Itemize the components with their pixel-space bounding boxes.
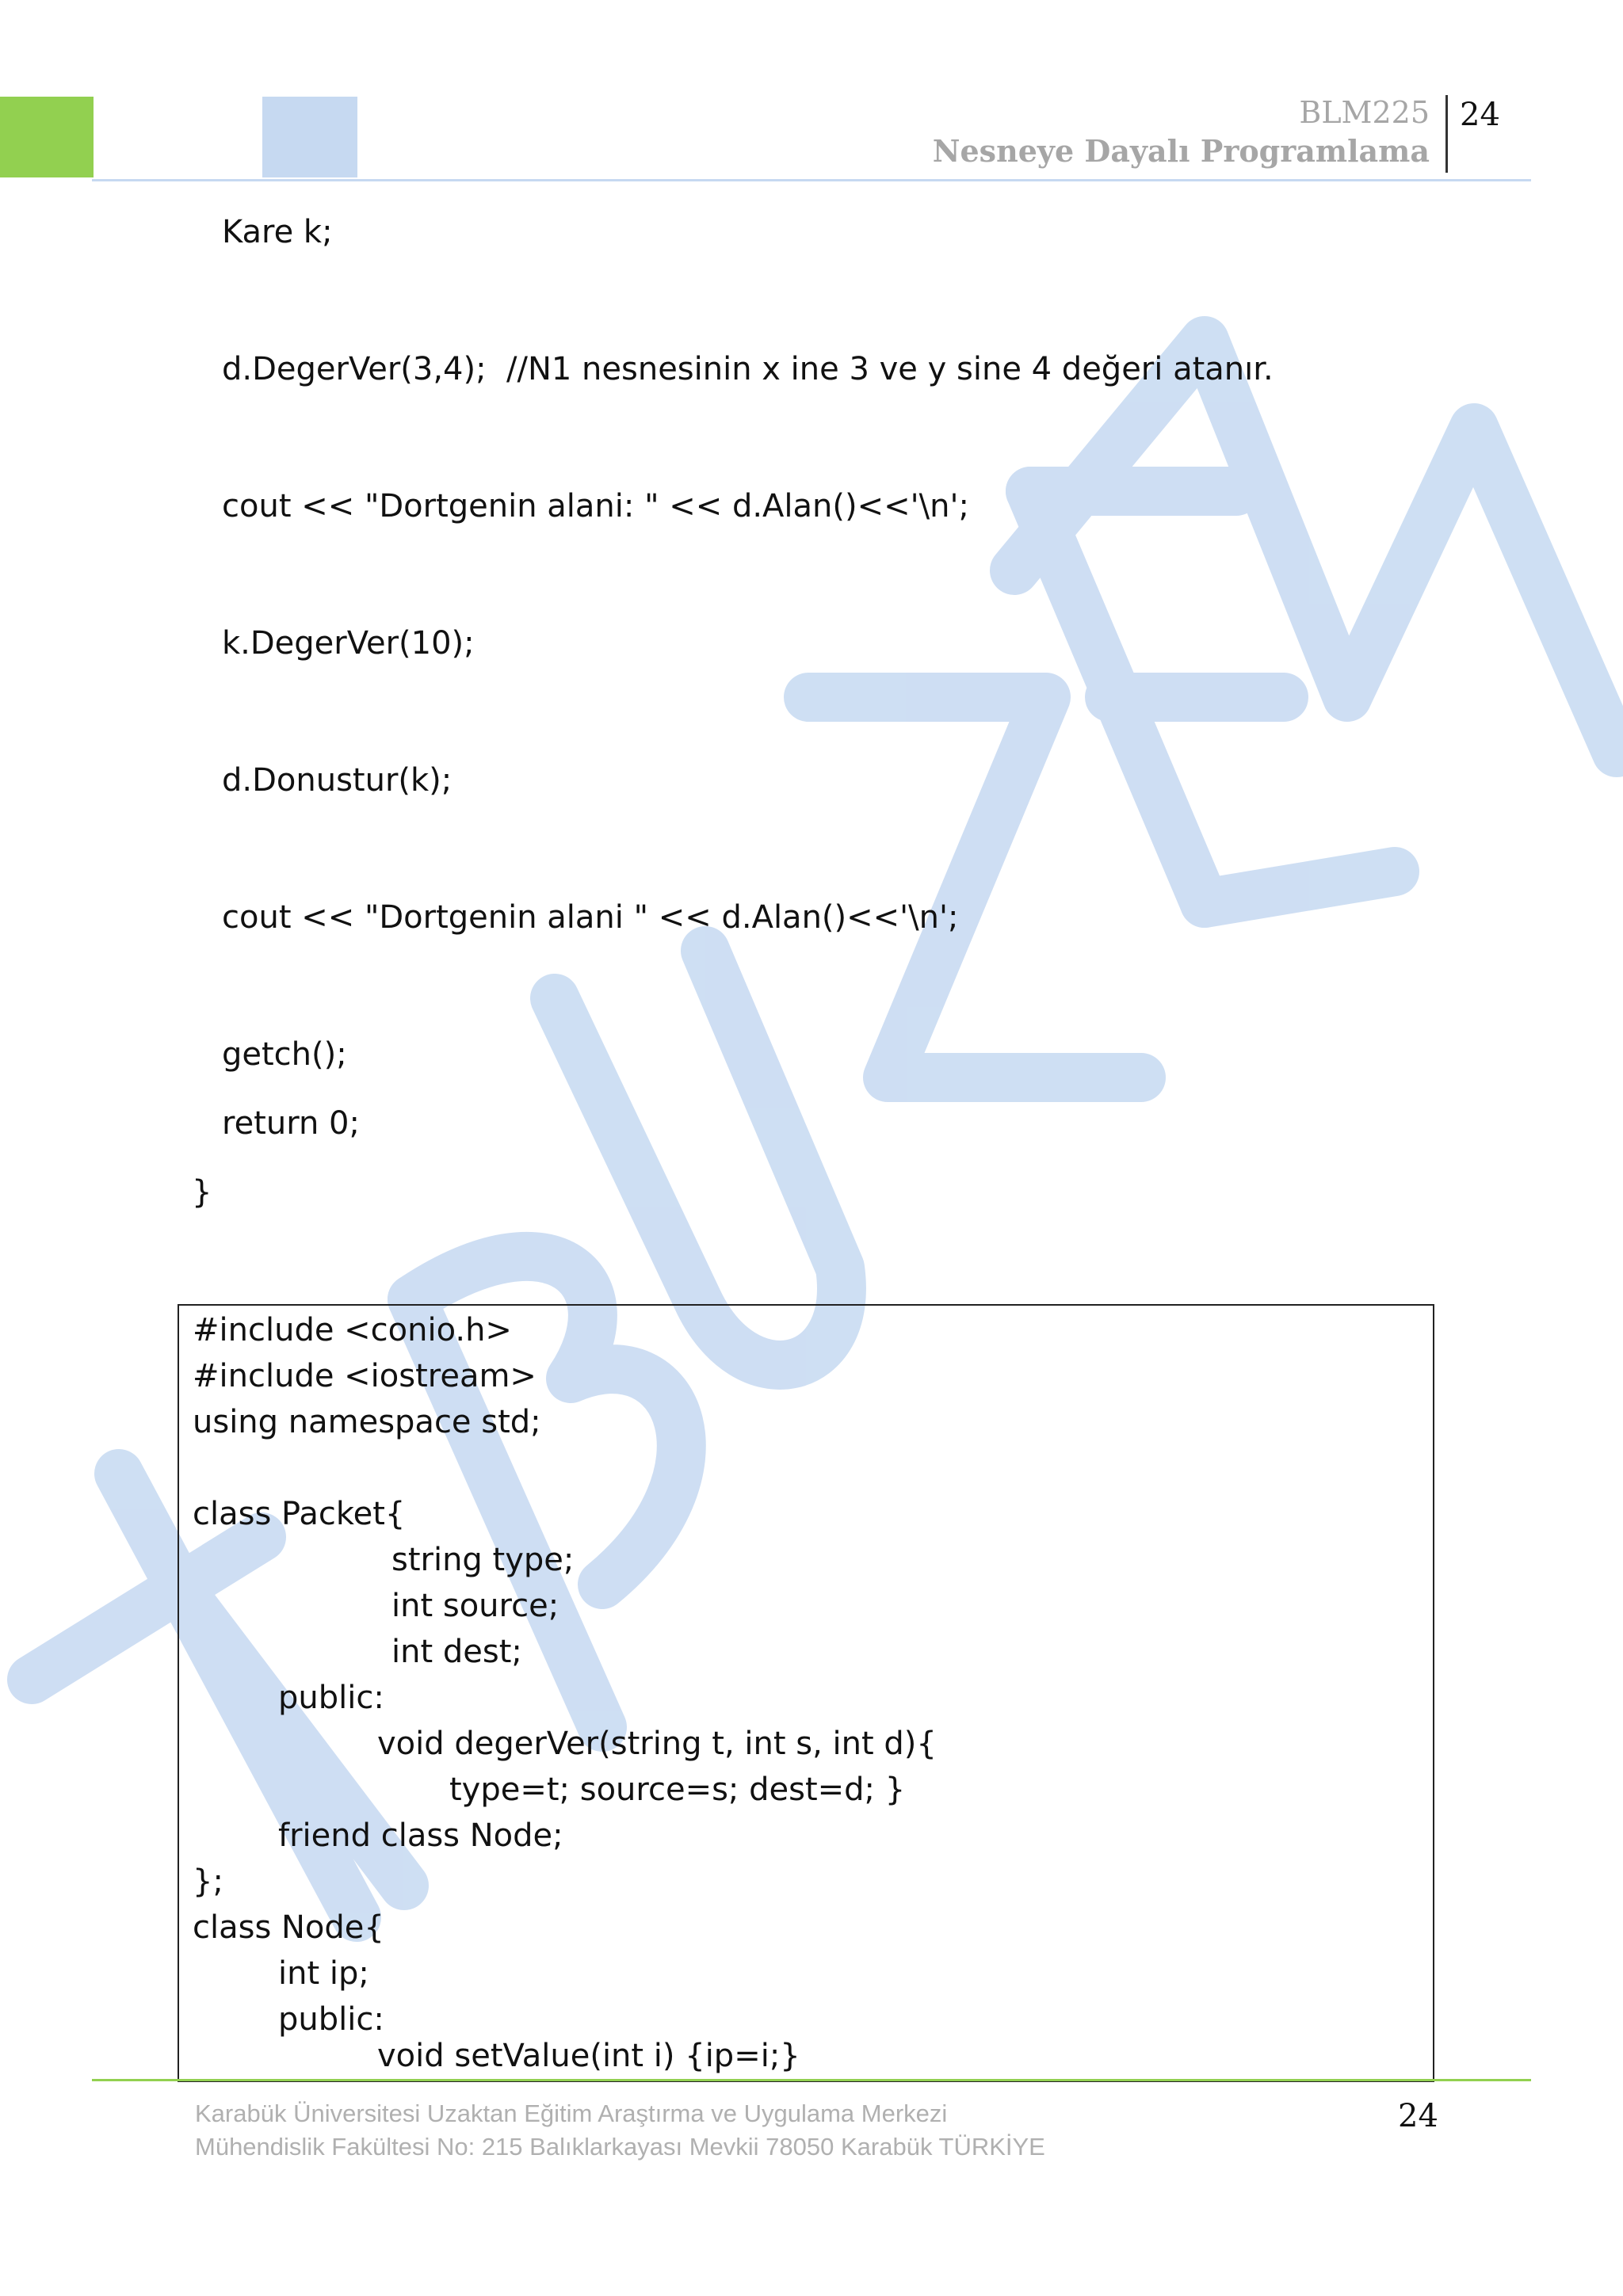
code-line: int dest; xyxy=(391,1634,522,1670)
code-line: public: xyxy=(278,1680,384,1716)
code-line: cout << "Dortgenin alani " << d.Alan()<<'\n'; xyxy=(222,899,959,936)
header-course-title: Nesneye Dayalı Programlama xyxy=(932,133,1430,169)
code-line: void degerVer(string t, int s, int d){ xyxy=(377,1726,937,1762)
code-line: void setValue(int i) {ip=i;} xyxy=(377,2038,800,2074)
header-green-block xyxy=(0,97,94,177)
code-line: d.DegerVer(3,4); //N1 nesnesinin x ine 3 ve y sine 4 değeri atanır. xyxy=(222,351,1274,387)
code-line: }; xyxy=(193,1863,223,1900)
code-line: getch(); xyxy=(222,1036,347,1073)
code-listing-box xyxy=(178,1304,1434,2082)
footer-page-number: 24 xyxy=(1398,2098,1438,2134)
code-line: int ip; xyxy=(278,1955,369,1992)
code-line: cout << "Dortgenin alani: " << d.Alan()<<'\n'; xyxy=(222,488,969,524)
header-rule xyxy=(92,179,1531,181)
code-line: class Node{ xyxy=(193,1909,384,1946)
code-line: public: xyxy=(278,2001,384,2038)
code-line: friend class Node; xyxy=(278,1817,563,1854)
code-line: #include <conio.h> xyxy=(193,1312,512,1348)
header-page-number: 24 xyxy=(1460,97,1500,133)
code-line: int source; xyxy=(391,1588,559,1624)
header-course-code: BLM225 xyxy=(1299,95,1430,130)
code-line: d.Donustur(k); xyxy=(222,762,453,799)
code-line: string type; xyxy=(391,1542,575,1578)
footer-address: Mühendislik Fakültesi No: 215 Balıklarkayası Mevkii 78050 Karabük TÜRKİYE xyxy=(195,2133,1045,2161)
code-line: using namespace std; xyxy=(193,1404,541,1440)
code-line: class Packet{ xyxy=(193,1496,406,1532)
code-line: type=t; source=s; dest=d; } xyxy=(449,1772,906,1808)
header-blue-block xyxy=(262,97,357,177)
footer-rule xyxy=(92,2079,1531,2081)
code-line: return 0; xyxy=(222,1105,360,1142)
footer-institution: Karabük Üniversitesi Uzaktan Eğitim Araştırma ve Uygulama Merkezi xyxy=(195,2100,948,2127)
code-line: } xyxy=(192,1174,212,1211)
header-separator xyxy=(1445,95,1448,173)
code-line: Kare k; xyxy=(222,214,333,250)
code-line: k.DegerVer(10); xyxy=(222,625,475,662)
code-line: #include <iostream> xyxy=(193,1358,537,1394)
